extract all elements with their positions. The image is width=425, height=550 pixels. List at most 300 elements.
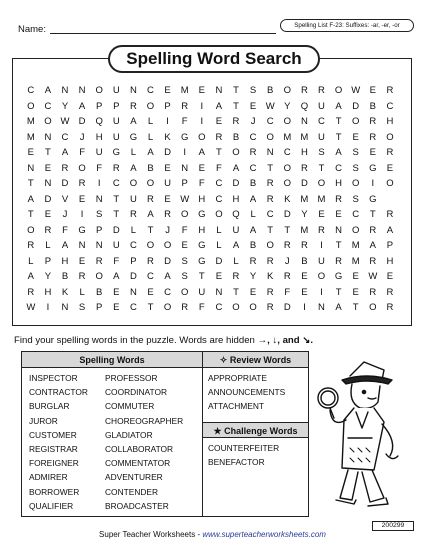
grid-letter[interactable]: D [44, 193, 52, 205]
grid-letter[interactable]: I [320, 240, 323, 251]
grid-letter[interactable]: N [95, 240, 103, 251]
grid-letter[interactable]: C [147, 271, 154, 282]
grid-letter[interactable]: B [267, 85, 274, 96]
grid-letter[interactable]: E [301, 271, 308, 282]
grid-letter[interactable]: A [232, 162, 240, 174]
grid-letter[interactable]: O [283, 162, 291, 174]
grid-letter[interactable]: R [335, 255, 343, 267]
grid-letter[interactable]: M [351, 255, 360, 267]
grid-letter[interactable]: R [266, 255, 274, 267]
grid-letter[interactable]: N [300, 116, 308, 127]
grid-letter[interactable]: O [163, 240, 172, 251]
grid-letter[interactable]: O [95, 271, 103, 282]
grid-letter[interactable]: O [351, 224, 360, 236]
grid-letter[interactable]: F [284, 286, 291, 298]
grid-letter[interactable]: H [44, 286, 52, 298]
grid-letter[interactable]: G [369, 162, 377, 174]
grid-letter[interactable]: B [147, 162, 154, 174]
grid-letter[interactable]: I [183, 147, 186, 158]
grid-letter[interactable]: D [283, 209, 291, 220]
grid-letter[interactable]: Y [44, 271, 52, 282]
grid-letter[interactable]: U [232, 224, 240, 236]
grid-letter[interactable]: P [113, 100, 120, 112]
grid-letter[interactable]: R [266, 178, 274, 189]
grid-letter[interactable]: O [232, 302, 240, 313]
grid-letter[interactable]: J [79, 131, 85, 143]
grid-letter[interactable]: Q [232, 209, 240, 220]
grid-letter[interactable]: E [369, 85, 376, 96]
grid-letter[interactable]: R [369, 224, 377, 236]
grid-letter[interactable]: K [61, 286, 69, 298]
grid-letter[interactable]: E [44, 209, 52, 220]
grid-letter[interactable]: R [318, 85, 325, 96]
grid-letter[interactable]: J [284, 255, 290, 267]
grid-letter[interactable]: R [44, 224, 52, 236]
grid-letter[interactable]: L [79, 286, 85, 298]
name-line[interactable] [50, 33, 276, 34]
grid-letter[interactable]: S [181, 271, 188, 282]
grid-letter[interactable]: O [198, 131, 206, 143]
grid-letter[interactable]: A [232, 240, 240, 251]
grid-letter[interactable]: E [215, 116, 223, 127]
grid-letter[interactable]: M [300, 131, 309, 143]
grid-letter[interactable]: H [61, 255, 69, 267]
grid-letter[interactable]: D [215, 255, 223, 267]
grid-letter[interactable]: N [129, 85, 137, 96]
grid-letter[interactable]: R [78, 271, 86, 282]
grid-letter[interactable]: N [318, 302, 325, 313]
grid-letter[interactable]: R [232, 116, 240, 127]
grid-letter[interactable]: C [129, 302, 137, 313]
grid-letter[interactable]: U [318, 100, 325, 112]
grid-letter[interactable]: A [130, 116, 137, 127]
grid-letter[interactable]: T [267, 162, 274, 174]
grid-letter[interactable]: R [386, 85, 394, 96]
grid-letter[interactable]: H [198, 224, 206, 236]
grid-letter[interactable]: K [284, 193, 291, 205]
grid-letter[interactable]: L [233, 255, 239, 267]
grid-letter[interactable]: S [96, 209, 103, 220]
grid-letter[interactable]: O [180, 209, 189, 220]
grid-letter[interactable]: I [303, 302, 306, 313]
grid-letter[interactable]: J [62, 209, 68, 220]
grid-letter[interactable]: P [96, 100, 103, 112]
grid-letter[interactable]: F [113, 255, 120, 267]
grid-letter[interactable]: O [215, 209, 223, 220]
grid-letter[interactable]: R [369, 116, 377, 127]
grid-letter[interactable]: N [129, 286, 137, 298]
grid-letter[interactable]: S [249, 85, 257, 96]
grid-letter[interactable]: E [78, 255, 86, 267]
grid-letter[interactable]: O [283, 85, 291, 96]
grid-letter[interactable]: C [164, 286, 172, 298]
grid-letter[interactable]: T [335, 131, 342, 143]
grid-letter[interactable]: T [318, 162, 325, 174]
grid-letter[interactable]: L [216, 224, 222, 236]
grid-letter[interactable]: R [283, 271, 291, 282]
grid-letter[interactable]: I [46, 302, 50, 313]
grid-letter[interactable]: W [180, 193, 190, 205]
grid-letter[interactable]: M [283, 131, 292, 143]
grid-letter[interactable]: O [386, 131, 394, 143]
grid-letter[interactable]: R [386, 286, 394, 298]
grid-letter[interactable]: F [96, 162, 103, 174]
grid-letter[interactable]: B [61, 271, 69, 282]
grid-letter[interactable]: H [335, 178, 343, 189]
grid-letter[interactable]: A [369, 240, 376, 251]
grid-letter[interactable]: G [180, 131, 189, 143]
grid-letter[interactable]: R [369, 131, 377, 143]
grid-letter[interactable]: O [351, 116, 360, 127]
grid-letter[interactable]: A [44, 85, 52, 96]
grid-letter[interactable]: R [27, 240, 35, 251]
grid-letter[interactable]: W [368, 271, 378, 282]
grid-letter[interactable]: C [283, 147, 291, 158]
grid-letter[interactable]: V [61, 193, 69, 205]
grid-letter[interactable]: A [215, 100, 223, 112]
grid-letter[interactable]: O [44, 116, 52, 127]
grid-letter[interactable]: Q [300, 100, 309, 112]
grid-letter[interactable]: S [352, 193, 359, 205]
grid-letter[interactable]: C [249, 131, 257, 143]
grid-letter[interactable]: R [249, 255, 257, 267]
grid-letter[interactable]: G [129, 131, 138, 143]
grid-letter[interactable]: U [112, 85, 120, 96]
grid-letter[interactable]: F [181, 116, 188, 127]
grid-letter[interactable]: O [146, 240, 155, 251]
grid-letter[interactable]: U [95, 147, 103, 158]
grid-letter[interactable]: E [181, 240, 188, 251]
grid-letter[interactable]: E [335, 209, 342, 220]
grid-letter[interactable]: R [369, 255, 377, 267]
grid-letter[interactable]: T [335, 240, 342, 251]
grid-letter[interactable]: E [352, 131, 359, 143]
grid-letter[interactable]: R [215, 131, 223, 143]
grid-letter[interactable]: O [95, 85, 103, 96]
grid-letter[interactable]: R [386, 147, 394, 158]
grid-letter[interactable]: C [215, 302, 223, 313]
grid-letter[interactable]: E [44, 162, 52, 174]
grid-letter[interactable]: O [317, 178, 326, 189]
grid-letter[interactable]: Y [61, 100, 69, 112]
grid-letter[interactable]: C [318, 116, 325, 127]
grid-letter[interactable]: P [44, 255, 52, 267]
grid-letter[interactable]: T [27, 209, 34, 220]
grid-letter[interactable]: A [78, 100, 86, 112]
grid-letter[interactable]: R [266, 286, 274, 298]
grid-letter[interactable]: A [113, 271, 120, 282]
grid-letter[interactable]: I [166, 116, 169, 127]
grid-letter[interactable]: R [147, 255, 154, 267]
grid-letter[interactable]: E [164, 193, 171, 205]
grid-letter[interactable]: R [369, 286, 377, 298]
grid-letter[interactable]: H [95, 131, 103, 143]
grid-letter[interactable]: R [112, 162, 120, 174]
grid-letter[interactable]: I [320, 286, 323, 298]
grid-letter[interactable]: M [26, 131, 35, 143]
grid-letter[interactable]: S [318, 147, 325, 158]
grid-letter[interactable]: C [61, 131, 69, 143]
grid-letter[interactable]: R [266, 302, 274, 313]
grid-letter[interactable]: L [216, 240, 222, 251]
grid-letter[interactable]: R [318, 224, 325, 236]
grid-letter[interactable]: E [78, 193, 86, 205]
grid-letter[interactable]: G [198, 240, 206, 251]
grid-letter[interactable]: U [318, 255, 325, 267]
grid-letter[interactable]: H [300, 147, 308, 158]
grid-letter[interactable]: R [129, 100, 137, 112]
grid-letter[interactable]: P [96, 224, 103, 236]
grid-letter[interactable]: C [335, 162, 343, 174]
grid-letter[interactable]: A [147, 147, 154, 158]
grid-letter[interactable]: O [334, 85, 343, 96]
grid-letter[interactable]: R [164, 209, 172, 220]
grid-letter[interactable]: E [113, 302, 120, 313]
grid-letter[interactable]: O [283, 178, 291, 189]
grid-letter[interactable]: T [215, 147, 222, 158]
grid-letter[interactable]: R [300, 240, 308, 251]
grid-letter[interactable]: O [317, 271, 326, 282]
grid-letter[interactable]: W [265, 100, 275, 112]
grid-letter[interactable]: R [386, 302, 394, 313]
grid-letter[interactable]: N [78, 85, 86, 96]
grid-letter[interactable]: S [78, 302, 86, 313]
grid-letter[interactable]: L [147, 116, 154, 127]
grid-letter[interactable]: I [200, 100, 204, 112]
grid-letter[interactable]: E [164, 162, 171, 174]
grid-letter[interactable]: C [147, 85, 154, 96]
grid-letter[interactable]: O [351, 178, 360, 189]
grid-letter[interactable]: E [249, 100, 257, 112]
grid-letter[interactable]: N [61, 85, 69, 96]
grid-letter[interactable]: G [112, 147, 120, 158]
grid-letter[interactable]: O [78, 162, 86, 174]
grid-letter[interactable]: D [164, 147, 172, 158]
grid-letter[interactable]: W [351, 85, 361, 96]
grid-letter[interactable]: E [352, 286, 359, 298]
grid-letter[interactable]: N [95, 193, 103, 205]
grid-letter[interactable]: R [95, 255, 103, 267]
grid-letter[interactable]: G [78, 224, 86, 236]
grid-letter[interactable]: O [386, 178, 394, 189]
grid-letter[interactable]: Y [284, 100, 291, 112]
grid-letter[interactable]: W [26, 302, 36, 313]
grid-letter[interactable]: U [112, 131, 120, 143]
grid-letter[interactable]: D [232, 178, 240, 189]
grid-letter[interactable]: S [181, 255, 188, 267]
grid-letter[interactable]: R [232, 271, 240, 282]
grid-letter[interactable]: U [112, 116, 120, 127]
grid-letter[interactable]: D [112, 224, 120, 236]
grid-letter[interactable]: N [27, 162, 35, 174]
grid-letter[interactable]: R [249, 147, 257, 158]
grid-letter[interactable]: L [130, 147, 137, 158]
grid-letter[interactable]: I [200, 116, 204, 127]
grid-letter[interactable]: L [130, 224, 137, 236]
grid-letter[interactable]: J [250, 116, 256, 127]
grid-letter[interactable]: O [129, 178, 138, 189]
grid-letter[interactable]: H [198, 193, 206, 205]
grid-letter[interactable]: B [369, 100, 376, 112]
grid-letter[interactable]: R [266, 193, 274, 205]
grid-letter[interactable]: C [215, 178, 223, 189]
grid-letter[interactable]: P [181, 178, 188, 189]
grid-letter[interactable]: C [352, 209, 360, 220]
grid-letter[interactable]: G [198, 255, 206, 267]
grid-letter[interactable]: A [386, 224, 394, 236]
grid-letter[interactable]: T [267, 224, 274, 236]
grid-letter[interactable]: W [60, 116, 70, 127]
grid-letter[interactable]: F [62, 224, 68, 236]
grid-letter[interactable]: U [198, 286, 206, 298]
grid-letter[interactable]: E [386, 162, 394, 174]
grid-letter[interactable]: A [335, 302, 342, 313]
grid-letter[interactable]: U [164, 178, 172, 189]
grid-letter[interactable]: P [164, 100, 171, 112]
grid-letter[interactable]: N [215, 286, 223, 298]
grid-letter[interactable]: E [318, 209, 325, 220]
grid-letter[interactable]: P [96, 302, 103, 313]
grid-letter[interactable]: O [180, 286, 189, 298]
grid-letter[interactable]: N [78, 240, 86, 251]
grid-letter[interactable]: B [96, 286, 103, 298]
grid-letter[interactable]: S [352, 162, 359, 174]
grid-letter[interactable]: E [113, 286, 120, 298]
grid-letter[interactable]: R [386, 209, 394, 220]
grid-letter[interactable]: G [198, 209, 206, 220]
grid-letter[interactable]: E [147, 286, 154, 298]
grid-letter[interactable]: E [198, 162, 205, 174]
grid-letter[interactable]: A [27, 193, 34, 205]
grid-letter[interactable]: T [198, 271, 205, 282]
grid-letter[interactable]: T [369, 209, 376, 220]
grid-letter[interactable]: C [27, 85, 35, 96]
grid-letter[interactable]: L [45, 240, 51, 251]
grid-letter[interactable]: N [61, 302, 69, 313]
grid-letter[interactable]: O [232, 147, 240, 158]
grid-letter[interactable]: A [335, 147, 342, 158]
grid-letter[interactable]: P [130, 255, 137, 267]
grid-letter[interactable]: T [233, 85, 239, 96]
grid-letter[interactable]: M [300, 224, 309, 236]
grid-letter[interactable]: R [300, 162, 308, 174]
grid-letter[interactable]: I [80, 209, 84, 220]
grid-letter[interactable]: A [164, 271, 171, 282]
grid-letter[interactable]: M [317, 193, 326, 205]
grid-letter[interactable]: D [164, 255, 172, 267]
grid-letter[interactable]: O [27, 224, 35, 236]
grid-letter[interactable]: N [181, 162, 189, 174]
grid-letter[interactable]: C [112, 178, 120, 189]
grid-letter[interactable]: C [386, 100, 394, 112]
grid-letter[interactable]: E [215, 271, 223, 282]
grid-letter[interactable]: E [301, 286, 308, 298]
grid-letter[interactable]: N [335, 224, 343, 236]
grid-letter[interactable]: D [129, 271, 137, 282]
grid-letter[interactable]: D [283, 302, 291, 313]
grid-letter[interactable]: H [232, 193, 240, 205]
grid-letter[interactable]: E [249, 286, 257, 298]
grid-letter[interactable]: O [369, 302, 377, 313]
grid-letter[interactable]: F [198, 178, 205, 189]
grid-letter[interactable]: R [147, 193, 154, 205]
grid-letter[interactable]: N [266, 147, 274, 158]
grid-letter[interactable]: D [352, 100, 360, 112]
grid-letter[interactable]: T [233, 286, 239, 298]
grid-letter[interactable]: M [26, 116, 35, 127]
grid-letter[interactable]: T [352, 302, 359, 313]
grid-letter[interactable]: A [335, 100, 342, 112]
grid-letter[interactable]: C [129, 240, 137, 251]
grid-letter[interactable]: K [267, 271, 274, 282]
grid-letter[interactable]: H [386, 255, 394, 267]
grid-letter[interactable]: T [113, 193, 120, 205]
grid-letter[interactable]: A [61, 147, 69, 158]
grid-letter[interactable]: E [369, 147, 376, 158]
grid-letter[interactable]: O [163, 302, 172, 313]
grid-letter[interactable]: L [28, 255, 34, 267]
grid-letter[interactable]: R [335, 193, 343, 205]
grid-letter[interactable]: F [181, 224, 188, 236]
grid-letter[interactable]: S [352, 147, 359, 158]
grid-letter[interactable]: A [198, 147, 205, 158]
grid-letter[interactable]: B [249, 178, 257, 189]
grid-letter[interactable]: O [146, 178, 155, 189]
footer-url[interactable]: www.superteacherworksheets.com [202, 530, 326, 539]
grid-letter[interactable]: F [215, 162, 222, 174]
grid-letter[interactable]: R [181, 302, 189, 313]
grid-letter[interactable]: A [249, 193, 257, 205]
grid-letter[interactable]: D [78, 116, 86, 127]
grid-letter[interactable]: R [181, 100, 189, 112]
grid-letter[interactable]: U [318, 131, 325, 143]
grid-letter[interactable]: T [113, 209, 120, 220]
grid-letter[interactable]: J [165, 224, 170, 236]
grid-letter[interactable]: L [250, 209, 256, 220]
grid-letter[interactable]: O [249, 302, 257, 313]
grid-letter[interactable]: K [164, 131, 171, 143]
grid-letter[interactable]: E [386, 271, 394, 282]
grid-letter[interactable]: M [300, 193, 309, 205]
grid-letter[interactable]: D [300, 178, 308, 189]
grid-letter[interactable]: B [249, 240, 257, 251]
grid-letter[interactable]: T [284, 224, 291, 236]
grid-letter[interactable]: G [369, 193, 377, 205]
grid-letter[interactable]: F [198, 302, 205, 313]
grid-letter[interactable]: L [147, 131, 154, 143]
grid-letter[interactable]: E [352, 271, 359, 282]
grid-letter[interactable]: T [147, 302, 154, 313]
grid-letter[interactable]: Q [95, 116, 103, 127]
grid-letter[interactable]: O [283, 116, 291, 127]
grid-letter[interactable]: P [386, 240, 394, 251]
grid-letter[interactable]: U [112, 240, 120, 251]
grid-letter[interactable]: T [335, 116, 342, 127]
grid-letter[interactable]: R [78, 178, 86, 189]
grid-letter[interactable]: B [232, 131, 240, 143]
grid-letter[interactable]: T [335, 286, 342, 298]
grid-letter[interactable]: Y [249, 271, 257, 282]
grid-letter[interactable]: M [351, 240, 360, 251]
grid-letter[interactable]: A [61, 240, 69, 251]
grid-letter[interactable]: C [266, 116, 274, 127]
grid-letter[interactable]: B [301, 255, 308, 267]
grid-letter[interactable]: O [266, 131, 274, 143]
grid-letter[interactable]: T [27, 178, 34, 189]
grid-letter[interactable]: N [215, 85, 223, 96]
grid-letter[interactable]: C [44, 100, 52, 112]
grid-letter[interactable]: C [215, 193, 223, 205]
